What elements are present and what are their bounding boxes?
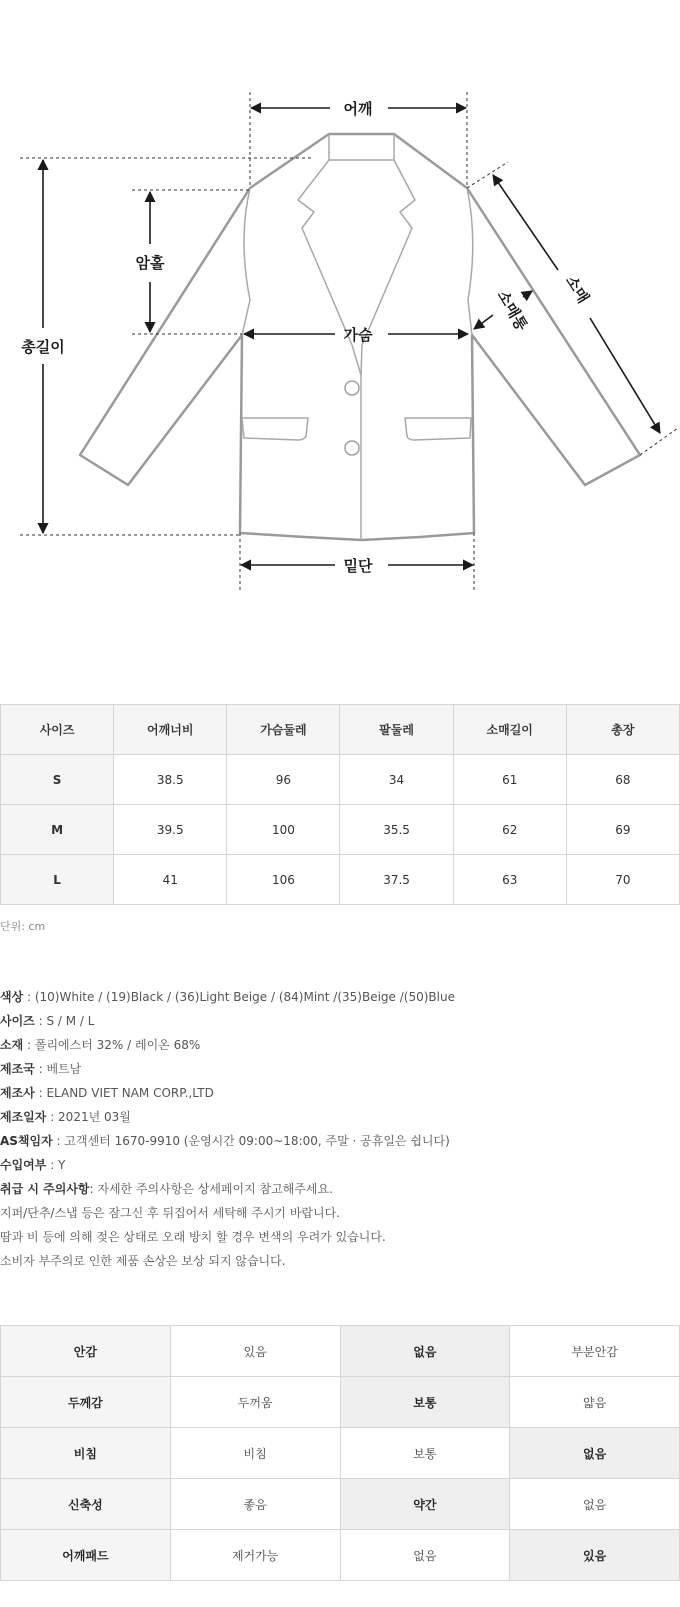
feature-name: 어깨패드	[1, 1530, 171, 1581]
feature-row	[1, 1377, 680, 1428]
feature-table	[0, 1325, 680, 1581]
info-value: 지퍼/단추/스냅 등은 잠그신 후 뒤집어서 세탁해 주시기 바랍니다.	[0, 1206, 340, 1220]
table-cell: 41	[114, 855, 227, 905]
table-cell: 70	[566, 855, 679, 905]
label-total-length: 총길이	[21, 338, 65, 356]
table-cell: 106	[227, 855, 340, 905]
feature-option: 보통	[340, 1428, 510, 1479]
column-header: 어깨너비	[114, 705, 227, 755]
feature-option: 없음	[510, 1479, 680, 1530]
feature-option-selected: 보통	[340, 1377, 510, 1428]
info-line-color	[0, 985, 680, 1009]
column-header: 소매길이	[453, 705, 566, 755]
info-line-care-3	[0, 1249, 680, 1273]
info-value: 땀과 비 등에 의해 젖은 상태로 오래 방치 할 경우 변색의 우려가 있습니다.	[0, 1230, 386, 1244]
table-cell: 35.5	[340, 805, 453, 855]
size-cell: M	[1, 805, 114, 855]
info-label: AS책임자	[0, 1134, 53, 1148]
size-cell: S	[1, 755, 114, 805]
table-cell: 96	[227, 755, 340, 805]
feature-option: 비침	[170, 1428, 340, 1479]
feature-option: 부분안감	[510, 1326, 680, 1377]
feature-name: 두께감	[1, 1377, 171, 1428]
feature-option: 얇음	[510, 1377, 680, 1428]
label-chest: 가슴	[343, 326, 373, 344]
feature-option: 좋음	[170, 1479, 340, 1530]
feature-row	[1, 1530, 680, 1581]
info-line-country	[0, 1057, 680, 1081]
feature-option: 없음	[340, 1530, 510, 1581]
info-value: : S / M / L	[34, 1014, 95, 1028]
column-header: 가슴둘레	[227, 705, 340, 755]
info-value: 소비자 부주의로 인한 제품 손상은 보상 되지 않습니다.	[0, 1254, 286, 1268]
column-header: 팔둘레	[340, 705, 453, 755]
table-cell: 62	[453, 805, 566, 855]
info-line-care-1	[0, 1201, 680, 1225]
feature-name: 비침	[1, 1428, 171, 1479]
table-cell: 39.5	[114, 805, 227, 855]
size-table	[0, 704, 680, 905]
info-line-as	[0, 1129, 680, 1153]
info-value: : 2021년 03월	[46, 1110, 131, 1124]
info-line-care-2	[0, 1225, 680, 1249]
size-cell: L	[1, 855, 114, 905]
feature-row	[1, 1428, 680, 1479]
table-row	[1, 805, 680, 855]
feature-option-selected: 없음	[510, 1428, 680, 1479]
column-header: 사이즈	[1, 705, 114, 755]
info-value: : (10)White / (19)Black / (36)Light Beige / (84)Mint /(35)Beige /(50)Blue	[23, 990, 455, 1004]
info-value: : 폴리에스터 32% / 레이온 68%	[23, 1038, 201, 1052]
table-cell: 69	[566, 805, 679, 855]
product-info	[0, 985, 680, 1273]
table-cell: 68	[566, 755, 679, 805]
table-row	[1, 855, 680, 905]
feature-name: 신축성	[1, 1479, 171, 1530]
feature-name: 안감	[1, 1326, 171, 1377]
feature-option: 있음	[170, 1326, 340, 1377]
table-cell: 100	[227, 805, 340, 855]
label-sleeve-width: 소매통	[493, 287, 531, 334]
info-value: : 자세한 주의사항은 상세페이지 참고해주세요.	[89, 1182, 333, 1196]
feature-option: 제거가능	[170, 1530, 340, 1581]
info-label: 취급 시 주의사항	[0, 1182, 90, 1196]
info-value: : 고객센터 1670-9910 (운영시간 09:00~18:00, 주말 · 공휴일은 쉽니다)	[52, 1134, 450, 1148]
info-line-care	[0, 1177, 680, 1201]
label-armhole: 암홀	[135, 254, 165, 272]
table-cell: 61	[453, 755, 566, 805]
feature-option-selected: 약간	[340, 1479, 510, 1530]
column-header: 총장	[566, 705, 679, 755]
table-cell: 38.5	[114, 755, 227, 805]
table-cell: 34	[340, 755, 453, 805]
table-cell: 37.5	[340, 855, 453, 905]
feature-option-selected: 없음	[340, 1326, 510, 1377]
table-row	[1, 755, 680, 805]
info-label: 수입여부	[0, 1158, 47, 1172]
unit-note: 단위: cm	[0, 920, 46, 933]
info-line-date	[0, 1105, 680, 1129]
info-label: 사이즈	[0, 1014, 35, 1028]
info-label: 색상	[0, 990, 24, 1004]
jacket-measurement-diagram	[0, 0, 680, 640]
table-cell: 63	[453, 855, 566, 905]
info-value: : ELAND VIET NAM CORP.,LTD	[34, 1086, 214, 1100]
info-label: 제조일자	[0, 1110, 47, 1124]
label-shoulder: 어깨	[343, 100, 373, 118]
feature-row	[1, 1479, 680, 1530]
info-line-material	[0, 1033, 680, 1057]
info-label: 제조사	[0, 1086, 35, 1100]
feature-option: 두꺼움	[170, 1377, 340, 1428]
info-line-size	[0, 1009, 680, 1033]
info-value: : 베트남	[34, 1062, 82, 1076]
feature-option-selected: 있음	[510, 1530, 680, 1581]
info-line-import	[0, 1153, 680, 1177]
size-table-header-row	[1, 705, 680, 755]
info-line-manufacturer	[0, 1081, 680, 1105]
info-label: 제조국	[0, 1062, 35, 1076]
label-hem: 밑단	[343, 557, 373, 575]
info-value: : Y	[46, 1158, 66, 1172]
info-label: 소재	[0, 1038, 24, 1052]
feature-row	[1, 1326, 680, 1377]
label-sleeve: 소매	[561, 272, 593, 307]
